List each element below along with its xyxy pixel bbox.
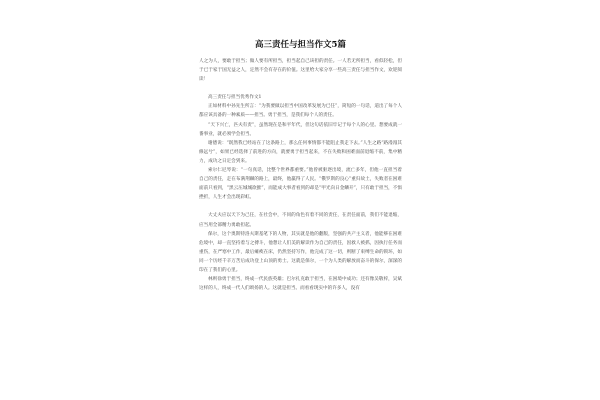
intro-paragraph: 人之为人，要敢于担当；做人要有所担当，担当起自己该担的责任。一人若无所担当，看似轻松，但于已于家于国无益之人，定然不会有存在的价值。这里给大家分享一些高三责任与担当作文，欢迎阅读！: [199, 59, 402, 83]
paragraph: 索尔仁尼琴说：“一句真话，比整个世界都重要。”他曾被驱逐出境，流亡多年，但他一直担当着自己的责任，走在布满荆棘的路上，最终，他赢得了人民。“俄罗斯的良心”重归故土，失败者在困难面前只看到，“黑云压城城欲摧”，而能成大事者看到的却是“甲光向日金鳞开”，只有敢于担当，不惧挫折，人生才会出现彩虹。: [199, 168, 402, 201]
spacer: [199, 202, 402, 211]
paragraph: “天下兴亡，匹夫有责”，虽然现在是和平年代，但这句话依旧牢记于每个人的心里。想要成就一番事业，就必须学会担当。: [199, 122, 402, 137]
essay-heading: 高三责任与担当优秀作文1: [208, 95, 262, 101]
paragraph: 林则徐勇于担当，终成一代民族英雄；巴尔扎克敢于担当，在困境中成功；还有像吴敬梓，吴斌这样的人，终成一代人们颂扬的人。这就是担当。而看看现实中的许多人，没有: [199, 277, 402, 292]
paragraph: 正如材料中孙先生所言：“为我要做以担当中国改革发展为已任”，简短的一句话，道出了每个人都应该具备的一种素质——担当。勇于担当，是我们每个人的责任。: [199, 104, 402, 119]
document-body: [199, 40, 402, 293]
paragraph: 保尔，这个奥斯特洛夫斯基笔下的人物，其实就是他的翻版，坚强的共产主义者，他能够在困难危境中，却一直坚持着与之搏斗，他想让人们美的解读作为自己的责任，因救人被抓，因执行任务而重伤，在严寒中工作，最后瘫痪在床，仍然坚持写作，他完成了这一切，则断了束缚生命的锁环，如同一个历经千辛万苦后成功登上山顶的勇士。这就是保尔，一个为人类的解放而奋斗的保尔，深深的印在了我们的心里。: [199, 231, 402, 273]
paragraph: 谢德说：“既然我已经站在了这条路上，那么任何事情都不能阻止我走下去。”人生之路“路漫漫其修远兮”，如果已经选择了前进的方向，就要勇于担当起来，不在失败和困难面前退缩不前，集中精力，成功之日定会到来。: [199, 140, 402, 164]
document-title: 高三责任与担当作文5篇: [255, 40, 346, 50]
spacer: [199, 84, 402, 93]
paragraph: 大丈夫应以天下为己任，在社会中，不同的角色有着不同的责任，在责任面前，我们不能退缩，应当用全部精力勇敢担起。: [199, 213, 402, 228]
